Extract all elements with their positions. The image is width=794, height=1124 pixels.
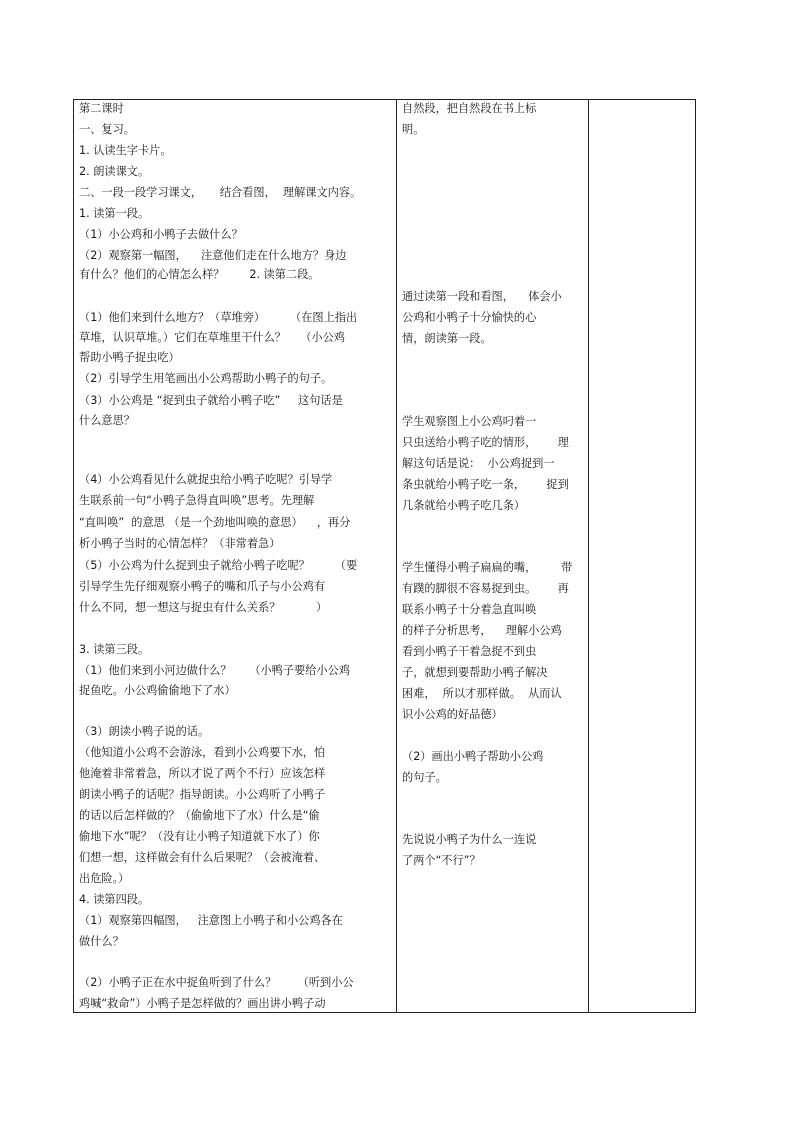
text-line: 二、一段一段学习课文， 结合看图， 理解课文内容。 (79, 186, 362, 199)
text-line: 学生懂得小鸭子扁扁的嘴， 带 (402, 561, 573, 574)
text-line: （他知道小公鸡不会游泳，看到小公鸡要下水，怕 (79, 746, 326, 759)
text-line: 公鸡和小鸭子十分愉快的心 (402, 311, 537, 324)
text-line: 的句子。 (402, 771, 447, 784)
text-line: 草堆，认识草堆。）它们在草堆里干什么？ （小公鸡 (79, 331, 345, 344)
text-line: 什么不同，想一想这与捉虫有什么关系？ ） (79, 601, 328, 614)
text-line: 他淹着非常着急，所以才说了两个不行）应该怎样 (79, 767, 326, 780)
text-line: （4）小公鸡看见什么就捉虫给小鸭子吃呢？引导学 (79, 473, 333, 486)
text-line: （1）观察第四幅图， 注意图上小鸭子和小公鸡各在 (79, 914, 343, 927)
text-line: 捉鱼吃。小公鸡偷偷地下了水） (79, 684, 236, 697)
text-line: （1）他们来到小河边做什么？ （小鸭子要给小公鸡 (79, 664, 351, 677)
text-line: 一、复习。 (79, 123, 135, 136)
text-line: “直叫唤” 的意思 （是一个劲地叫唤的意思） ，再分 (79, 516, 351, 529)
text-line: 困难， 所以才那样做。 从而认 (402, 687, 562, 700)
text-line: 偷地下水”呢？（没有让小鸭子知道就下水了）你 (79, 830, 320, 843)
text-line: 识小公鸡的好品德） (402, 708, 503, 721)
text-line: 们想一想，这样做会有什么后果呢？（会被淹着、 (79, 851, 326, 864)
text-line: 只虫送给小鸭子吃的情形， 理 (402, 436, 569, 449)
text-line: 解这句话是说： 小公鸡捉到一 (402, 457, 555, 470)
text-line: 引导学生先仔细观察小鸭子的嘴和爪子与小公鸡有 (79, 580, 326, 593)
text-line: 的样子分析思考， 理解小公鸡 (402, 624, 562, 637)
text-line: 1. 读第一段。 (79, 207, 150, 220)
text-line: 子，就想到要帮助小鸭子解决 (402, 666, 548, 679)
text-line: （2）小鸭子正在水中捉鱼听到了什么？ （听到小公 (79, 976, 354, 989)
text-line: 鸡喊“救命”）小鸭子是怎样做的？画出讲小鸭子动 (79, 997, 326, 1010)
text-line: 第二课时 (79, 102, 124, 115)
text-line: 自然段，把自然段在书上标 (402, 102, 537, 115)
column-divider-1 (396, 100, 397, 1012)
text-line: （5）小公鸡为什么捉到虫子就给小鸭子吃呢？ （要 (79, 559, 358, 572)
text-line: 明。 (402, 123, 425, 136)
text-line: 出危险。） (79, 872, 130, 885)
text-line: 看到小鸭子干着急捉不到虫 (402, 645, 537, 658)
text-line: 3. 读第三段。 (79, 643, 150, 656)
text-line: 联系小鸭子十分着急直叫唤 (402, 603, 537, 616)
text-line: （3）朗读小鸭子说的话。 (79, 725, 210, 738)
text-line: 什么意思？ (79, 414, 135, 427)
text-line: 1. 认读生字卡片。 (79, 144, 172, 157)
text-line: 4. 读第四段。 (79, 893, 150, 906)
text-line: （1）小公鸡和小鸭子去做什么？ (79, 228, 243, 241)
text-line: 了两个“不行”？ (402, 854, 481, 867)
text-line: （2）引导学生用笔画出小公鸡帮助小鸭子的句子。 (79, 372, 333, 385)
text-line: 先说说小鸭子为什么一连说 (402, 833, 537, 846)
text-line: 生联系前一句“小鸭子急得直叫唤”思考。先理解 (79, 494, 315, 507)
text-line: 有什么？他们的心情怎么样？ 2. 读第二段。 (79, 268, 320, 281)
text-line: 几条就给小鸭子吃几条） (402, 499, 526, 512)
text-line: 学生观察图上小公鸡叼着一 (402, 415, 537, 428)
text-line: （2）画出小鸭子帮助小公鸡 (402, 750, 544, 763)
text-line: 2. 朗读课文。 (79, 165, 150, 178)
text-line: （3）小公鸡是 “捉到虫子就给小鸭子吃” 这句话是 (79, 394, 343, 407)
text-line: 帮助小鸭子捉虫吃） (79, 351, 180, 364)
text-line: 通过读第一段和看图， 体会小 (402, 290, 562, 303)
text-line: 条虫就给小鸭子吃一条， 捉到 (402, 478, 569, 491)
text-line: （1）他们来到什么地方？（草堆旁） （在图上指出 (79, 311, 358, 324)
text-line: 的话以后怎样做的？（偷偷地下了水）什么是“偷 (79, 809, 320, 822)
text-line: （2）观察第一幅图， 注意他们走在什么地方？身边 (79, 249, 347, 262)
text-line: 析小鸭子当时的心情怎样？（非常着急） (79, 537, 281, 550)
text-line: 情，朗读第一段。 (402, 332, 492, 345)
column-divider-2 (588, 100, 589, 1012)
text-line: 做什么？ (79, 935, 124, 948)
text-line: 有蹼的脚很不容易捉到虫。 再 (402, 582, 569, 595)
text-line: 朗读小鸭子的话呢？指导朗读。小公鸡听了小鸭子 (79, 788, 326, 801)
